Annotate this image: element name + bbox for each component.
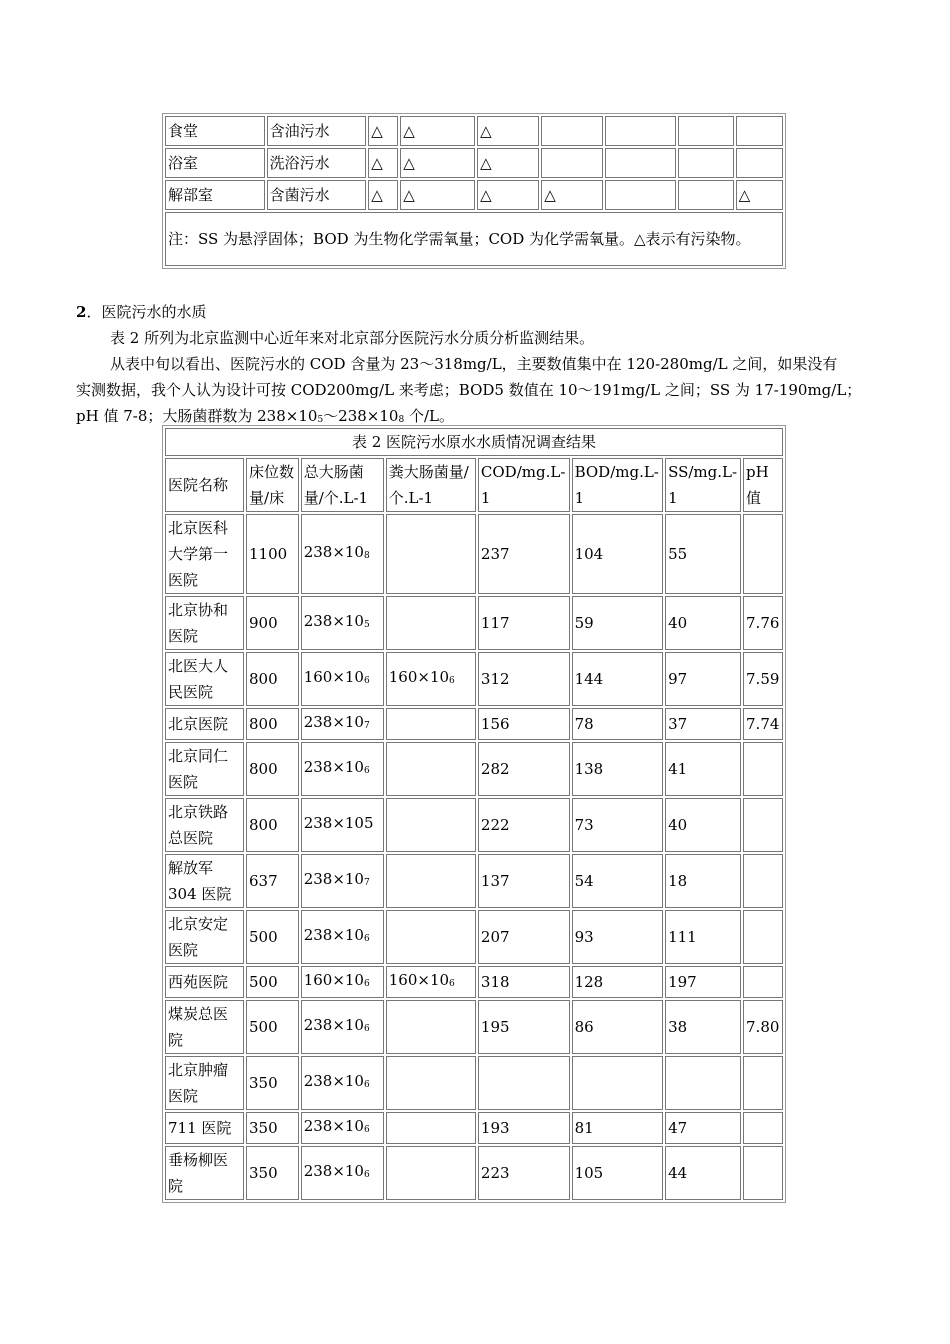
column-header: 总大肠菌量/个.L-1 [301,458,384,512]
pollutant-mark: △ [368,148,398,178]
ss-value: 197 [665,966,741,998]
bod-value: 59 [572,596,663,650]
pollutant-mark: △ [400,180,475,210]
wastewater-type: 含菌污水 [267,180,367,210]
total-coliform-exponent: 6 [363,1125,370,1135]
table-row [165,148,783,178]
fecal-coliform [386,742,476,796]
ss-value: 97 [665,652,741,706]
column-header: BOD/mg.L-1 [572,458,663,512]
column-header: SS/mg.L-1 [665,458,741,512]
table-row [165,1056,783,1110]
bed-count: 800 [246,652,299,706]
hospital-name: 北京同仁医院 [165,742,244,796]
total-coliform-base: 160×10 [303,668,364,686]
hospital-name: 北医大人民医院 [165,652,244,706]
total-coliform [301,742,384,796]
table-row [165,1000,783,1054]
hospital-name: 北京肿瘤医院 [165,1056,244,1110]
total-coliform-exponent: 6 [363,766,370,776]
hospital-name: 西苑医院 [165,966,244,998]
total-coliform-exponent: 8 [363,551,370,561]
table-row [165,514,783,594]
cod-value [478,1056,570,1110]
bed-count: 800 [246,708,299,740]
bod-value: 73 [572,798,663,852]
pollutant-mark: △ [541,180,603,210]
table-row [165,180,783,210]
cod-value: 207 [478,910,570,964]
total-coliform-exponent: 7 [363,721,370,731]
column-header: 医院名称 [165,458,244,512]
ss-value: 18 [665,854,741,908]
total-coliform-exponent: 5 [363,620,370,630]
bed-count: 1100 [246,514,299,594]
total-coliform-exponent: 6 [363,1170,370,1180]
bed-count: 350 [246,1146,299,1200]
pollutant-mark: △ [368,180,398,210]
fecal-coliform [386,1056,476,1110]
total-coliform-exponent: 6 [363,676,370,686]
bed-count: 500 [246,910,299,964]
cod-value: 318 [478,966,570,998]
total-coliform-exponent: 6 [363,979,370,989]
table-header-row [165,458,783,512]
pollutant-mark: △ [736,180,783,210]
room-name: 浴室 [165,148,265,178]
ss-value: 111 [665,910,741,964]
pollutant-mark [736,116,783,146]
bod-value: 105 [572,1146,663,1200]
total-coliform-base: 238×10 [303,926,364,944]
fecal-coliform [386,708,476,740]
pollutant-mark [678,148,734,178]
ph-value [743,966,783,998]
ph-value [743,910,783,964]
fecal-coliform-base: 160×10 [388,971,450,989]
fecal-coliform [386,514,476,594]
table-row [165,708,783,740]
total-coliform-base: 238×10 [303,713,364,731]
total-coliform-base: 238×10 [303,1072,364,1090]
bed-count: 637 [246,854,299,908]
ph-value: 7.59 [743,652,783,706]
total-coliform [301,854,384,908]
total-coliform [301,966,384,998]
bed-count: 500 [246,1000,299,1054]
fecal-coliform [386,966,476,998]
paragraph-2-line-3: pH 值 7-8；大肠菌群数为 $238\times 10_5\sim 238\times 10_8$ 个/L。 [76,407,454,425]
pollutant-mark: △ [477,180,539,210]
bod-value: 138 [572,742,663,796]
table-row [165,116,783,146]
hospital-name: 711 医院 [165,1112,244,1144]
ss-value: 41 [665,742,741,796]
wastewater-type: 洗浴污水 [267,148,367,178]
fecal-coliform-base: 160×10 [388,668,450,686]
hospital-name: 北京铁路总医院 [165,798,244,852]
cod-value: 195 [478,1000,570,1054]
ph-value [743,1056,783,1110]
ph-value [743,798,783,852]
total-coliform [301,1000,384,1054]
total-coliform [301,708,384,740]
pollutant-mark [605,148,676,178]
paragraph-2-line-2: 实测数据，我个人认为设计可按 COD200mg/L 来考虑；BOD5 数值在 10～191mg/L 之间；SS 为 17-190mg/L； [76,381,862,399]
bod-value: 144 [572,652,663,706]
bod-value: 86 [572,1000,663,1054]
pollutant-mark [605,116,676,146]
table-row [165,1112,783,1144]
ss-value: 55 [665,514,741,594]
ss-value: 47 [665,1112,741,1144]
total-coliform-base: 160×10 [303,971,364,989]
hospital-name: 北京协和医院 [165,596,244,650]
cod-value: 117 [478,596,570,650]
table-caption: 表 2 医院污水原水水质情况调查结果 [165,428,783,456]
pollutant-mark [678,180,734,210]
ss-value: 37 [665,708,741,740]
total-coliform-exponent: 6 [363,934,370,944]
ss-value: 44 [665,1146,741,1200]
cod-value: 222 [478,798,570,852]
fecal-coliform [386,596,476,650]
pollutant-mark: △ [400,116,475,146]
hospital-name: 北京医院 [165,708,244,740]
table-note-row [165,212,783,266]
pollutant-mark [605,180,676,210]
table-note: 注：SS 为悬浮固体；BOD 为生物化学需氧量；COD 为化学需氧量。△表示有污染物。 [165,212,783,266]
pollutant-mark [736,148,783,178]
column-header: pH 值 [743,458,783,512]
total-coliform [301,1146,384,1200]
pollution-source-table [163,114,785,268]
table-row [165,910,783,964]
ss-value [665,1056,741,1110]
water-quality-table [163,426,785,1202]
hospital-name: 解放军 304 医院 [165,854,244,908]
ph-value [743,1112,783,1144]
ph-value [743,514,783,594]
table-row [165,966,783,998]
ph-value: 7.80 [743,1000,783,1054]
total-coliform [301,596,384,650]
bod-value: 93 [572,910,663,964]
hospital-name: 垂杨柳医院 [165,1146,244,1200]
pollutant-mark [678,116,734,146]
pollutant-mark [541,116,603,146]
table-row [165,798,783,852]
total-coliform-base: 238×105 [303,814,374,832]
bod-value: 128 [572,966,663,998]
room-name: 食堂 [165,116,265,146]
total-coliform-base: 238×10 [303,543,364,561]
ph-value [743,742,783,796]
ss-value: 40 [665,798,741,852]
ss-value: 40 [665,596,741,650]
ph-value: 7.74 [743,708,783,740]
cod-value: 282 [478,742,570,796]
paragraph-2-line-1: 从表中旬以看出、医院污水的 COD 含量为 23～318mg/L，主要数值集中在 120-280mg/L 之间，如果没有 [110,355,838,373]
cod-value: 223 [478,1146,570,1200]
bed-count: 900 [246,596,299,650]
pollutant-mark: △ [477,116,539,146]
bod-value: 54 [572,854,663,908]
fecal-coliform [386,854,476,908]
room-name: 解部室 [165,180,265,210]
total-coliform-base: 238×10 [303,758,364,776]
column-header: 粪大肠菌量/个.L-1 [386,458,476,512]
total-coliform [301,1056,384,1110]
fecal-coliform [386,652,476,706]
fecal-coliform [386,1146,476,1200]
table-row [165,596,783,650]
table-row [165,854,783,908]
bod-value: 78 [572,708,663,740]
fecal-coliform [386,1112,476,1144]
cod-value: 312 [478,652,570,706]
ph-value [743,854,783,908]
pollutant-mark: △ [368,116,398,146]
cod-value: 193 [478,1112,570,1144]
fecal-coliform [386,910,476,964]
total-coliform [301,652,384,706]
pollutant-mark: △ [477,148,539,178]
hospital-name: 北京安定医院 [165,910,244,964]
total-coliform-base: 238×10 [303,1117,364,1135]
table-row [165,1146,783,1200]
cod-value: 156 [478,708,570,740]
fecal-coliform [386,798,476,852]
total-coliform-base: 238×10 [303,1016,364,1034]
fecal-coliform [386,1000,476,1054]
column-header: 床位数量/床 [246,458,299,512]
column-header: COD/mg.L-1 [478,458,570,512]
total-coliform [301,514,384,594]
hospital-name: 煤炭总医院 [165,1000,244,1054]
pollutant-mark [541,148,603,178]
fecal-coliform-exponent: 6 [449,676,455,686]
cod-value: 137 [478,854,570,908]
pollutant-mark: △ [400,148,475,178]
cod-value: 237 [478,514,570,594]
total-coliform [301,1112,384,1144]
hospital-name: 北京医科大学第一医院 [165,514,244,594]
table-row [165,652,783,706]
bod-value: 104 [572,514,663,594]
bod-value: 81 [572,1112,663,1144]
total-coliform-base: 238×10 [303,1162,364,1180]
table-row [165,742,783,796]
section-heading: 2．医院污水的水质 [76,303,207,321]
bed-count: 800 [246,798,299,852]
fecal-coliform-exponent: 6 [449,979,455,989]
total-coliform-exponent: 7 [363,878,370,888]
total-coliform [301,798,384,852]
bed-count: 500 [246,966,299,998]
bed-count: 350 [246,1056,299,1110]
bed-count: 350 [246,1112,299,1144]
total-coliform-base: 238×10 [303,870,364,888]
ph-value [743,1146,783,1200]
paragraph-1: 表 2 所列为北京监测中心近年来对北京部分医院污水分质分析监测结果。 [110,329,595,347]
total-coliform-exponent: 6 [363,1080,370,1090]
ph-value: 7.76 [743,596,783,650]
ss-value: 38 [665,1000,741,1054]
bod-value [572,1056,663,1110]
total-coliform [301,910,384,964]
total-coliform-base: 238×10 [303,612,364,630]
bed-count: 800 [246,742,299,796]
wastewater-type: 含油污水 [267,116,367,146]
total-coliform-exponent: 6 [363,1024,370,1034]
